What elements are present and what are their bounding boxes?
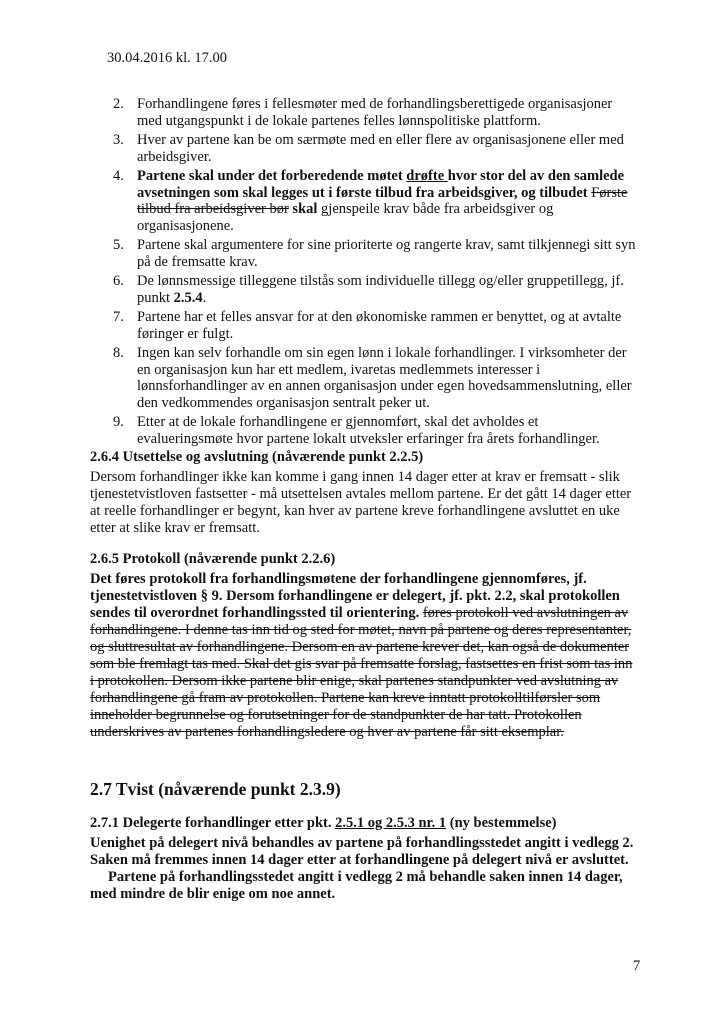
section-reference: 2.5.1 og 2.5.3 nr. 1 <box>335 815 447 831</box>
list-number: 9. <box>113 414 124 430</box>
list-item <box>107 273 637 306</box>
section-heading: 2.6.4 Utsettelse og avslutning (nåværende punkt 2.2.5) <box>90 449 424 465</box>
list-item <box>107 168 637 234</box>
section-text: Dersom forhandlinger ikke kan komme i gang innen 14 dager etter at krav er fremsatt - slik tjenestetvistloven fastsetter - må utsettelsen avtales mellom partene. Er det gått 14 dager etter at reelle forhandlinger er begynt, kan hver av partene kreve forhandlingene avsluttet en uke etter at slike krav er fremsatt. <box>90 469 632 536</box>
list-item <box>107 414 637 447</box>
list-text: Ingen kan selv forhandle om sin egen lønn i lokale forhandlinger. I virksomheter der en organisasjon kun har ett medlem, ivaretas medlemmets interesser i lønnsforhandlinger av en annen organisasjon under egen hovedsammenslutning, eller den vedkommendes organisasjon sentralt peker ut. <box>137 345 632 411</box>
list-text: Hver av partene kan be om særmøte med en eller flere av organisasjonene eller med arbeidsgiver. <box>137 132 624 165</box>
list-text-bold: Partene skal under det forberedende møtet <box>137 168 407 184</box>
list-text-bold: hvor stor del av den samlede avsetningen som skal legges ut i første tilbud fra arbeidsgiver, og tilbudet <box>137 168 625 201</box>
list-text-underlined: drøfte <box>406 168 448 184</box>
header-date: 30.04.2016 kl. 17.00 <box>107 50 228 66</box>
list-item <box>107 96 637 129</box>
list-text: De lønnsmessige tilleggene tilstås som individuelle tillegg og/eller gruppetillegg, jf. punkt <box>137 273 624 306</box>
section-text <box>90 571 638 741</box>
list-text-bold: 2.5.4 <box>173 289 203 306</box>
protocol-struck-text: føres protokoll ved avslutningen av forhandlingene. I denne tas inn tid og sted for møtet, navn på partene og deres representanter, og sluttresultat av forhandlingene. Dersom en av partene krever det, kan også de dokumenter som ble fremlagt tas med. Skal det gis svar på fremsatte forslag, fastsettes en frist som tas inn i protokollen. Dersom ikke partene blir enige, skal partenes standpunkter ved avslutning av forhandlingene gå fram av protokollen. Partene kan kreve inntatt protokolltilførsler som inneholder begrunnelse og forutsetninger for de standpunkter de har tatt. Protokollen underskrives av partenes forhandlingsledere og hver av partene får sitt eksemplar. <box>90 605 633 740</box>
section-2-6-5 <box>90 551 638 741</box>
list-text-struck: Første tilbud fra arbeidsgiver bør <box>137 184 628 217</box>
list-number: 4. <box>113 168 124 184</box>
list-item <box>107 237 637 270</box>
list-text: Etter at de lokale forhandlingene er gjennomført, skal det avholdes et evalueringsmøte hvor partene lokalt utveksler erfaringer fra årets forhandlinger. <box>137 414 600 447</box>
section-text: Partene på forhandlingsstedet angitt i vedlegg 2 må behandle saken innen 14 dager, med mindre de blir enige om noe annet. <box>90 869 623 902</box>
page-number: 7 <box>633 958 641 974</box>
numbered-list <box>107 96 637 450</box>
list-item <box>107 132 637 165</box>
section-heading: 2.7 Tvist (nåværende punkt 2.3.9) <box>90 779 341 799</box>
list-text-bold: skal <box>288 201 318 217</box>
section-heading: 2.7.1 Delegerte forhandlinger etter pkt. 2.5.1 og 2.5.3 nr. 1 (ny bestemmelse) <box>90 815 557 831</box>
list-text: . <box>202 289 207 306</box>
list-number: 6. <box>113 273 124 289</box>
list-number: 5. <box>113 237 124 253</box>
list-item <box>107 309 637 342</box>
section-heading: 2.6.5 Protokoll (nåværende punkt 2.2.6) <box>90 551 336 567</box>
list-text: Partene skal argumentere for sine prioriterte og rangerte krav, samt tilkjennegi sitt syn på de fremsatte krav. <box>137 237 636 270</box>
section-2-7 <box>90 781 638 798</box>
list-number: 8. <box>113 345 124 361</box>
list-item <box>107 345 637 411</box>
list-number: 2. <box>113 96 124 112</box>
list-number: 7. <box>113 309 124 325</box>
list-text: Forhandlingene føres i fellesmøter med de forhandlingsberettigede organisasjoner med utgangspunkt i de lokale partenes felles lønnspolitiske plattform. <box>137 96 613 129</box>
list-text: gjenspeile krav både fra arbeidsgiver og organisasjonene. <box>137 201 554 234</box>
section-2-6-4 <box>90 449 638 537</box>
list-number: 3. <box>113 132 124 148</box>
section-text: Uenighet på delegert nivå behandles av partene på forhandlingsstedet angitt i vedlegg 2. Saken må fremmes innen 14 dager etter at forhandlingene på delegert nivå er avsluttet. <box>90 835 634 868</box>
protocol-bold-text: Det føres protokoll fra forhandlingsmøtene der forhandlingene gjennomføres, jf. tjenestetvistloven § 9. Dersom forhandlingene er delegert, jf. pkt. 2.2, skal protokollen sendes til overordnet forhandlingssted til orientering. <box>90 571 620 621</box>
list-text: Partene har et felles ansvar for at den økonomiske rammen er benyttet, og at avtalte føringer er fulgt. <box>137 309 622 342</box>
section-2-7-1 <box>90 815 638 903</box>
